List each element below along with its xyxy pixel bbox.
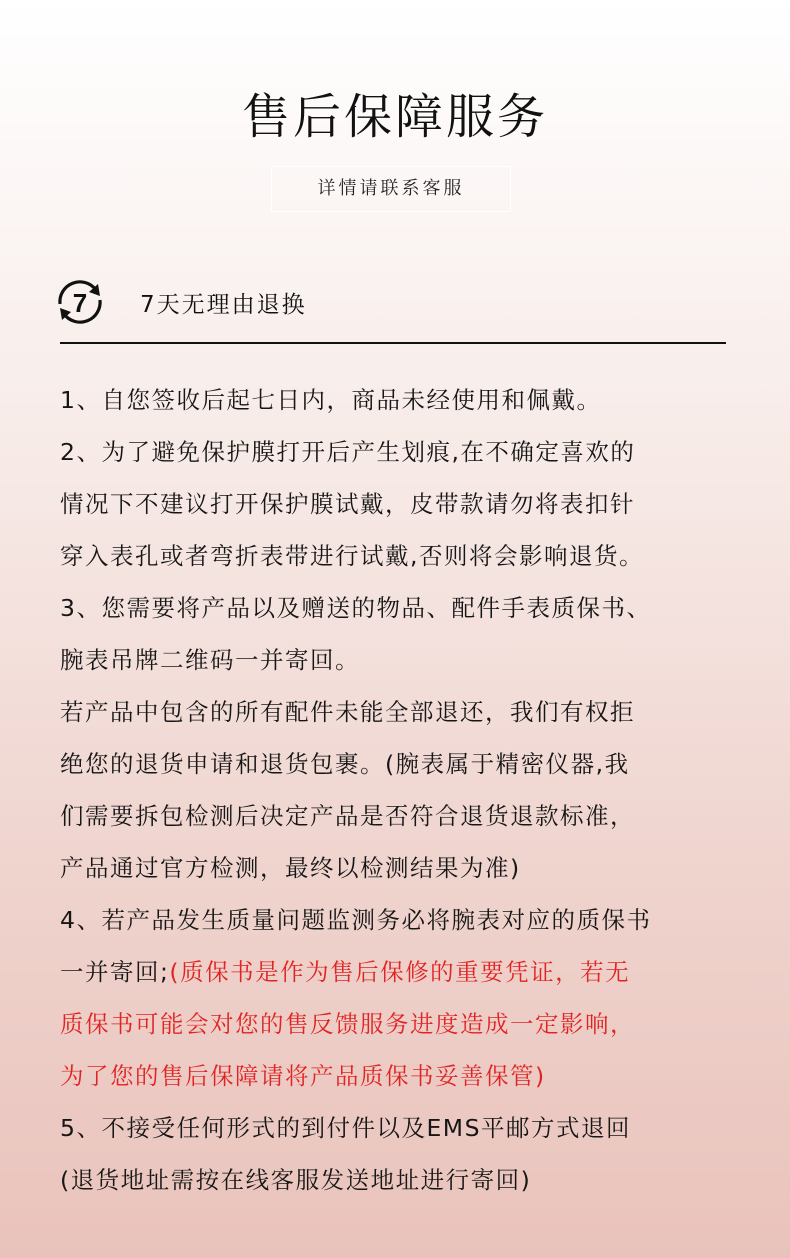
policy-line: (退货地址需按在线客服发送地址进行寄回) (60, 1166, 532, 1194)
section-header (52, 276, 307, 328)
policy-line: 5、不接受任何形式的到付件以及EMS平邮方式退回 (60, 1114, 631, 1142)
policy-line-mixed (60, 946, 740, 998)
policy-line: 4、若产品发生质量问题监测务必将腕表对应的质保书 (60, 906, 652, 934)
seven-icon-number: 7 (72, 288, 88, 318)
seven-day-return-icon (52, 276, 108, 328)
warranty-note-red: 为了您的售后保障请将产品质保书妥善保管) (60, 1062, 546, 1090)
policy-text-black: 一并寄回; (60, 958, 170, 986)
policy-line: 穿入表孔或者弯折表带进行试戴,否则将会影响退货。 (60, 542, 644, 570)
contact-service-box: 详情请联系客服 (271, 166, 511, 212)
warranty-note-red: 质保书可能会对您的售反馈服务进度造成一定影响， (60, 1010, 635, 1038)
policy-line: 们需要拆包检测后决定产品是否符合退货退款标准， (60, 802, 635, 830)
policy-line: 1、自您签收后起七日内，商品未经使用和佩戴。 (60, 386, 602, 414)
policy-line: 绝您的退货申请和退货包裹。(腕表属于精密仪器,我 (60, 750, 630, 778)
section-label: 7天无理由退换 (140, 291, 307, 318)
policy-line: 若产品中包含的所有配件未能全部退还，我们有权拒 (60, 698, 635, 726)
page-title: 售后保障服务 (241, 89, 548, 145)
policy-line: 产品通过官方检测，最终以检测结果为准) (60, 854, 521, 882)
policy-line: 2、为了避免保护膜打开后产生划痕,在不确定喜欢的 (60, 438, 636, 466)
policy-line: 情况下不建议打开保护膜试戴，皮带款请勿将表扣针 (60, 490, 635, 518)
warranty-note-red: (质保书是作为售后保修的重要凭证，若无 (169, 958, 631, 986)
policy-line: 3、您需要将产品以及赠送的物品、配件手表质保书、 (60, 594, 652, 622)
policy-line: 腕表吊牌二维码一并寄回。 (60, 646, 360, 674)
section-divider (60, 342, 726, 344)
policy-text (60, 374, 740, 1206)
